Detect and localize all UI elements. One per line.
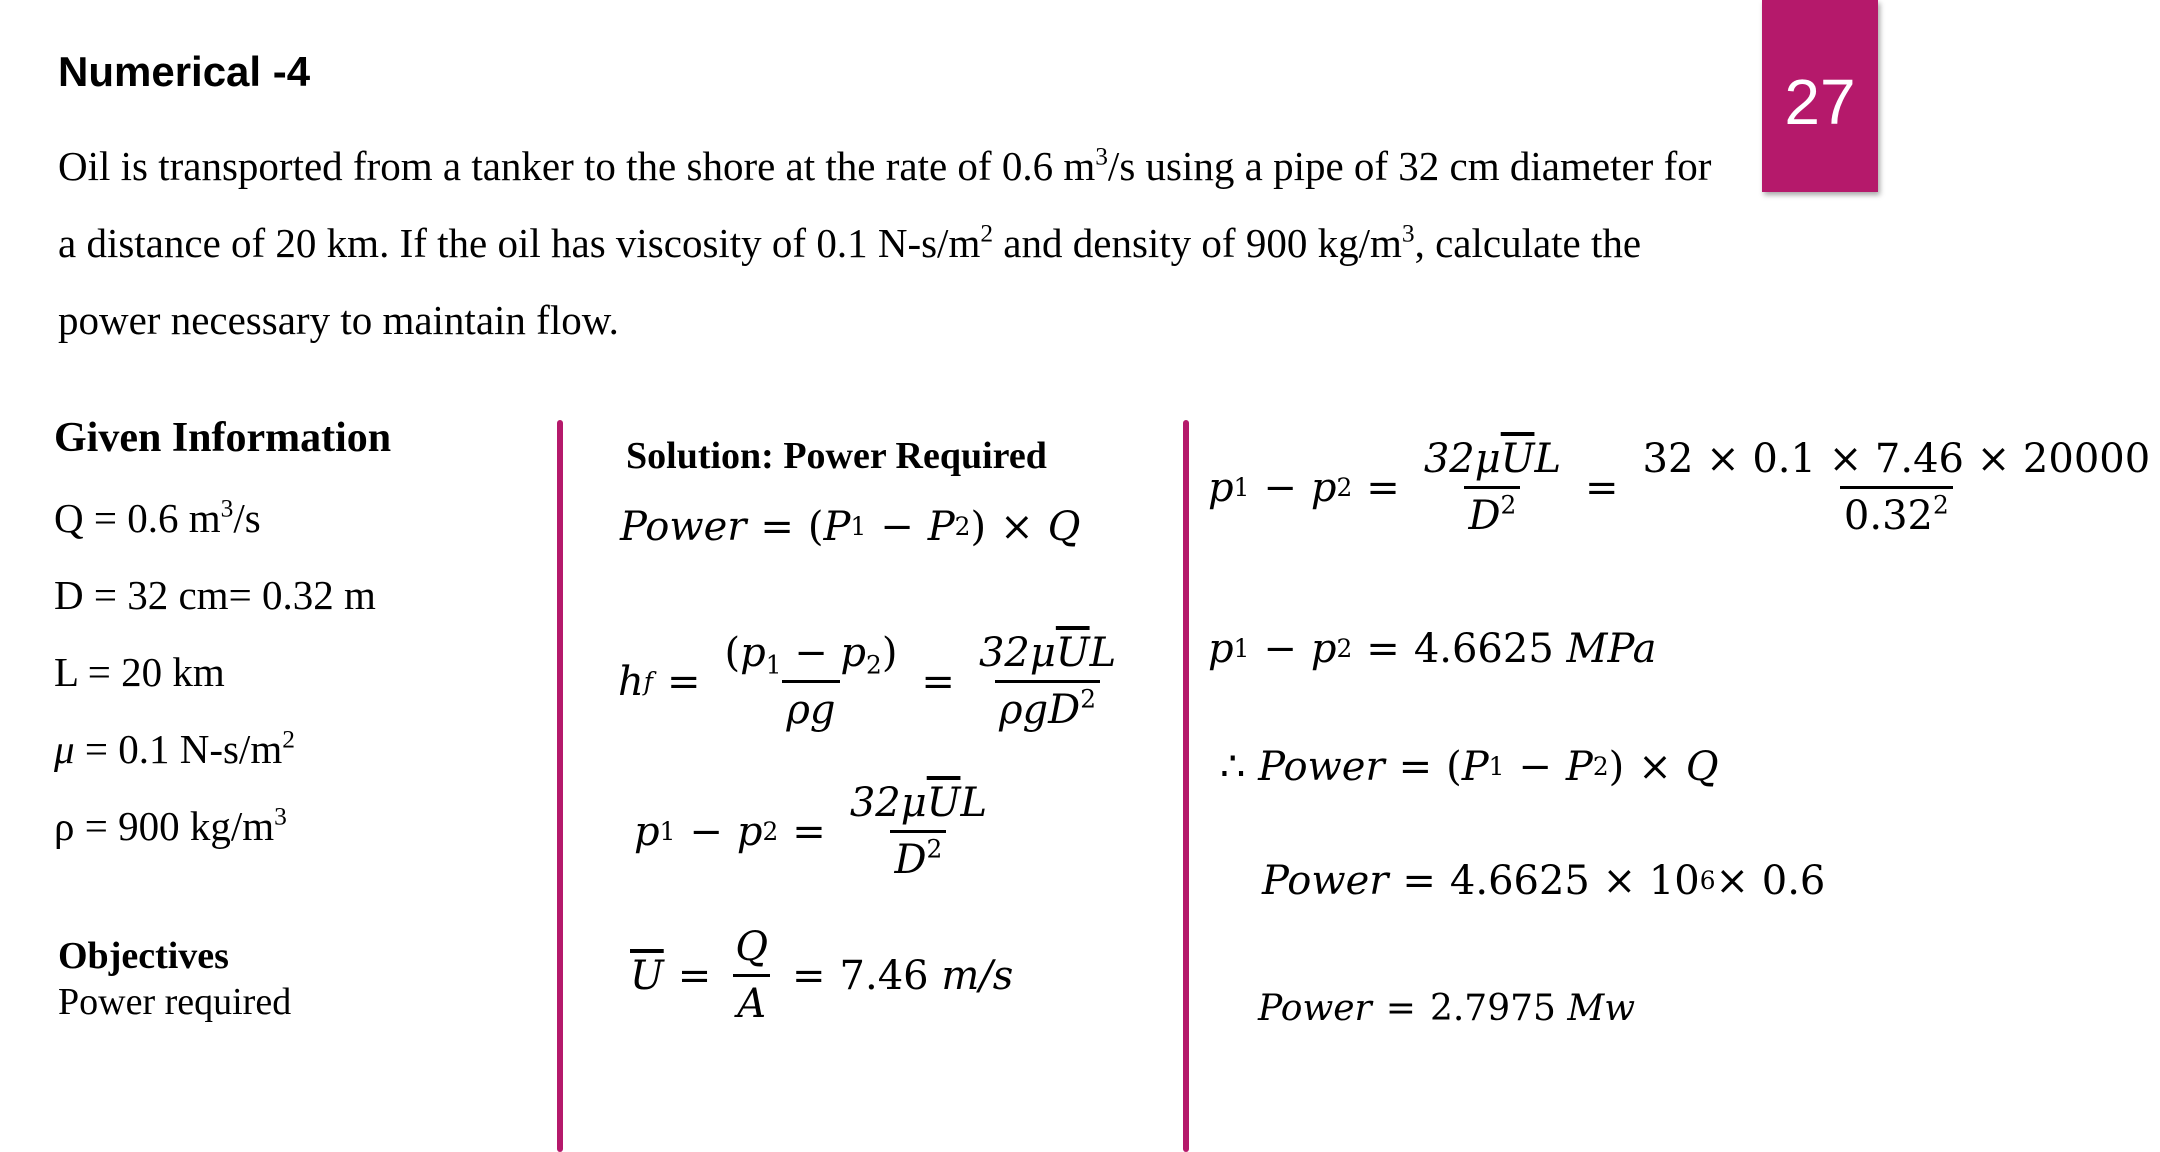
rparen: ) bbox=[881, 630, 898, 676]
eq-sign: = bbox=[666, 658, 701, 705]
l-symbol: L bbox=[1089, 630, 1117, 676]
given-viscosity bbox=[54, 725, 295, 773]
minus-sign: − bbox=[880, 504, 914, 550]
column-divider-right bbox=[1183, 420, 1189, 1152]
given-flow-rate bbox=[54, 494, 261, 542]
eq-sign: = bbox=[677, 952, 712, 999]
power-result bbox=[1258, 988, 1635, 1029]
eq-sign: = bbox=[1366, 464, 1400, 511]
q-symbol: Q bbox=[1047, 504, 1081, 550]
problem-text-2: /s using a pipe of 32 cm diameter for a distance of 20 km. If the oil has viscosity of 0.1 N-s/m bbox=[58, 143, 1712, 266]
given-rho-text: ρ = 900 kg/m bbox=[54, 803, 275, 849]
lparen: ( bbox=[724, 630, 741, 676]
num-32mu: 32μ bbox=[978, 630, 1056, 676]
num-32mu: 32μ bbox=[849, 780, 927, 826]
dp-unit: MPa bbox=[1566, 626, 1657, 672]
eq-sign: = bbox=[760, 504, 794, 550]
velocity-formula bbox=[630, 924, 1013, 1027]
given-rho-sup: 3 bbox=[274, 802, 287, 831]
times-sign: × bbox=[1000, 504, 1034, 550]
objectives-heading: Objectives bbox=[58, 935, 229, 977]
fraction-dp-numeric bbox=[1639, 436, 2155, 539]
problem-statement bbox=[58, 128, 1718, 359]
minus-sign: − bbox=[1263, 464, 1297, 511]
minus-sign: − bbox=[689, 808, 723, 855]
q-symbol: Q bbox=[735, 924, 769, 970]
objectives-text: Power required bbox=[58, 981, 292, 1023]
power-expr-a: 4.6625 × 10 bbox=[1449, 858, 1700, 904]
eq-sign: = bbox=[792, 808, 826, 855]
slide-title: Numerical -4 bbox=[58, 48, 311, 95]
given-mu-symbol: μ bbox=[54, 726, 75, 772]
eq-sign: = bbox=[1366, 626, 1400, 672]
therefore-symbol: ∴ bbox=[1220, 744, 1246, 790]
therefore-power-formula: ∴ Power = ( P 1 − P 2 ) × Q bbox=[1220, 744, 1719, 790]
power-result-unit: Mw bbox=[1567, 988, 1636, 1029]
eq-sign: = bbox=[1402, 858, 1436, 904]
given-heading: Given Information bbox=[54, 415, 392, 461]
fraction-hagen bbox=[975, 630, 1120, 733]
u-bar: $\overline{U}$ bbox=[1500, 436, 1535, 482]
fraction-dp-rhog bbox=[720, 630, 901, 733]
pressure-drop-result: p 1 − p 2 = 4.6625 MPa bbox=[1208, 626, 1657, 672]
q-symbol: Q bbox=[1685, 744, 1719, 790]
fraction-dp bbox=[846, 780, 991, 883]
p-cap: P bbox=[823, 504, 851, 550]
rho-g: ρg bbox=[782, 680, 839, 733]
num-32mu: 32μ bbox=[1423, 436, 1501, 482]
lparen: ( bbox=[807, 504, 824, 550]
power-result-value: 2.7975 bbox=[1429, 988, 1556, 1029]
sq: 2 bbox=[1500, 490, 1517, 520]
calc-numerator: 32 × 0.1 × 7.46 × 20000 bbox=[1642, 436, 2151, 482]
eq-sign: = bbox=[1398, 744, 1433, 790]
given-q-text: Q = 0.6 m bbox=[54, 495, 221, 541]
minus-sign: − bbox=[794, 630, 828, 676]
dp-value: 4.6625 bbox=[1413, 626, 1554, 672]
sub-1: 1 bbox=[765, 650, 782, 680]
velocity-value: 7.46 bbox=[839, 952, 929, 999]
times-sign: × bbox=[1638, 744, 1672, 790]
p-low: p bbox=[740, 630, 766, 676]
p-cap: P bbox=[927, 504, 955, 550]
slide-number: 27 bbox=[1784, 66, 1856, 138]
power-substitution: Power = 4.6625 × 10 6 × 0.6 bbox=[1262, 858, 1826, 904]
hf-h: h bbox=[618, 658, 644, 705]
p-low: p bbox=[736, 808, 763, 855]
rparen: ) bbox=[1608, 744, 1625, 790]
head-loss-formula: h f = $\frac{(p_1 - p_2)}{\rho g}$ = $\frac{32\mu\overline{U}L}{\rho gD^2}$ bbox=[618, 630, 1126, 733]
given-density bbox=[54, 802, 287, 850]
p-cap: P bbox=[1565, 744, 1593, 790]
sq: 2 bbox=[926, 834, 943, 864]
p-low: p bbox=[840, 630, 867, 676]
given-mu-text: = 0.1 N-s/m bbox=[74, 726, 283, 772]
minus-sign: − bbox=[1518, 744, 1552, 790]
a-symbol: A bbox=[733, 974, 770, 1027]
power-word: Power bbox=[620, 504, 747, 550]
given-length: L = 20 km bbox=[54, 649, 225, 695]
eq-sign: = bbox=[1385, 988, 1416, 1029]
fraction-q-a bbox=[731, 924, 772, 1027]
pressure-drop-formula: p 1 − p 2 = $\frac{32\mu\overline{U}L}{D^2}$ bbox=[634, 780, 997, 883]
sub-2: 2 bbox=[866, 650, 882, 680]
problem-sup-2: 2 bbox=[980, 219, 994, 248]
given-mu-sup: 2 bbox=[282, 725, 295, 754]
column-divider-left bbox=[557, 420, 563, 1152]
given-diameter: D = 32 cm= 0.32 m bbox=[54, 572, 376, 618]
l-symbol: L bbox=[960, 780, 987, 826]
rparen: ) bbox=[970, 504, 987, 550]
eq-sign: = bbox=[792, 952, 826, 999]
p-low: p bbox=[1310, 464, 1337, 511]
problem-text-3: and density of 900 kg/m bbox=[993, 220, 1402, 266]
calc-denominator: 0.32 bbox=[1843, 493, 1933, 539]
problem-sup-1: 3 bbox=[1095, 142, 1108, 171]
solution-heading: Solution: Power Required bbox=[626, 435, 1047, 477]
d-symbol: D bbox=[894, 837, 927, 883]
fraction-dp-symbolic bbox=[1420, 436, 1565, 539]
p-low: p bbox=[1310, 626, 1337, 672]
sq: 2 bbox=[1080, 684, 1097, 714]
power-word: Power bbox=[1258, 988, 1372, 1029]
d-symbol: D bbox=[1468, 493, 1501, 539]
u-bar: $\overline{U}$ bbox=[630, 952, 664, 999]
u-bar: $\overline{U}$ bbox=[1055, 630, 1090, 676]
problem-text-4: , calculate the power necessary to maintain flow. bbox=[58, 220, 1642, 343]
velocity-unit: m/s bbox=[941, 952, 1014, 999]
power-formula: Power = ( P 1 − P 2 ) × Q bbox=[620, 504, 1081, 550]
power-word: Power bbox=[1258, 744, 1385, 790]
l-symbol: L bbox=[1534, 436, 1561, 482]
u-bar: $\overline{U}$ bbox=[926, 780, 961, 826]
power-word: Power bbox=[1262, 858, 1389, 904]
problem-sup-3: 3 bbox=[1401, 219, 1415, 248]
slide-number-badge bbox=[1762, 0, 1878, 192]
lparen: ( bbox=[1446, 744, 1462, 790]
p-cap: P bbox=[1461, 744, 1489, 790]
given-q-sup: 3 bbox=[220, 494, 234, 523]
eq-sign: = bbox=[1585, 464, 1619, 511]
sq: 2 bbox=[1932, 490, 1949, 520]
p-low: p bbox=[634, 808, 660, 855]
minus-sign: − bbox=[1263, 626, 1297, 672]
pressure-drop-calculation: p 1 − p 2 = $\frac{32\mu\overline{U}L}{D^2}$ = $\frac{32 \times 0.1 \times 7.46 \times 20000}{0.32^2}$ bbox=[1208, 436, 2160, 539]
p-low: p bbox=[1208, 626, 1234, 672]
eq-sign: = bbox=[921, 658, 955, 705]
power-expr-b: × 0.6 bbox=[1715, 858, 1826, 904]
problem-text-1: Oil is transported from a tanker to the shore at the rate of 0.6 m bbox=[58, 143, 1096, 189]
p-low: p bbox=[1208, 464, 1234, 511]
given-q-tail: /s bbox=[233, 495, 261, 541]
rho-g-d: ρgD bbox=[999, 687, 1081, 733]
